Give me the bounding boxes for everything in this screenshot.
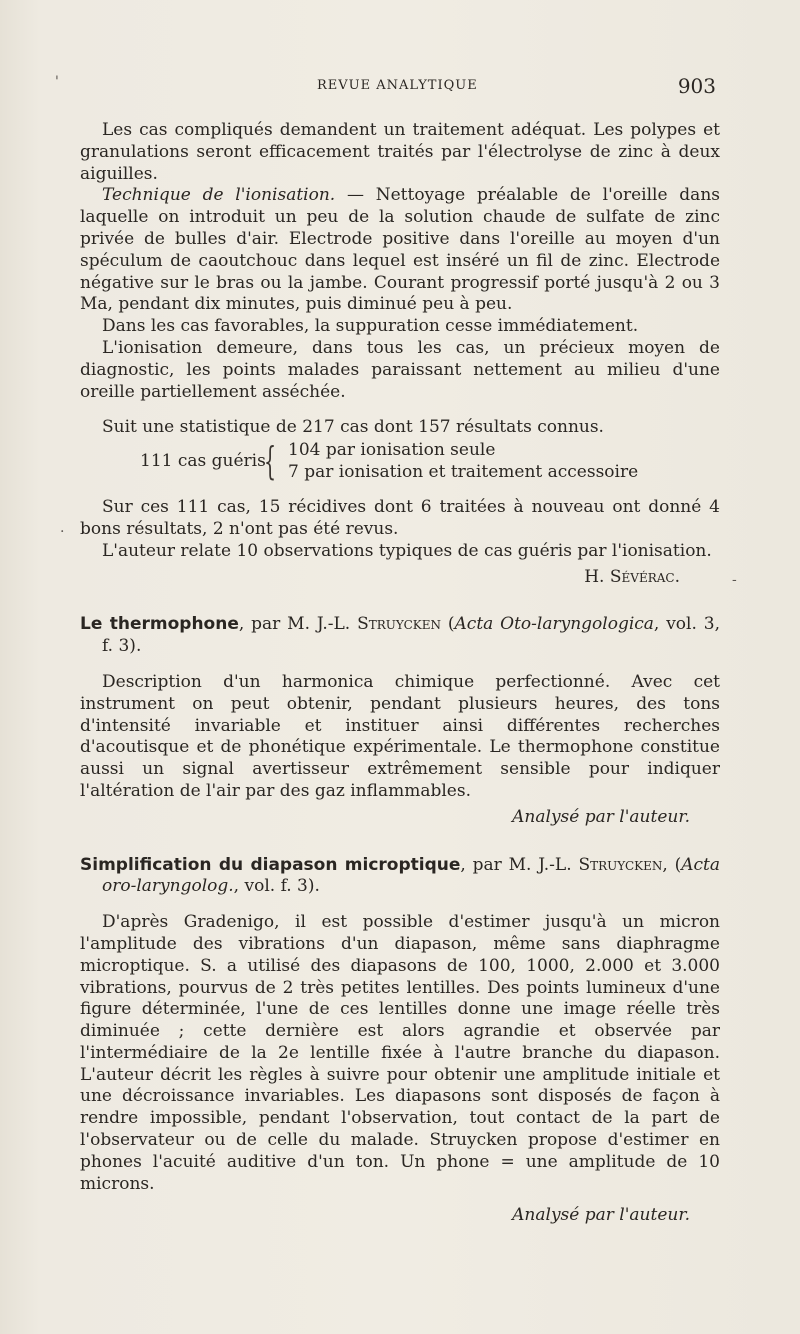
- recidives-paragraph: Sur ces 111 cas, 15 récidives dont 6 traitées à nouveau ont donné 4 bons résultats, 2 n'ont pas été revus.: [80, 497, 720, 539]
- spacer: [80, 658, 720, 672]
- statistic-intro: Suit une statistique de 217 cas dont 157 résultats connus.: [102, 417, 604, 438]
- article-title: Le thermophone: [80, 614, 239, 635]
- intro-paragraph: Les cas compliqués demandent un traitement adéquat. Les polypes et granulations seront efficacement traités par l'électrolyse de zinc à deux aiguilles.: [80, 120, 720, 184]
- technique-text: — Nettoyage préalable de l'oreille dans laquelle on introduit un peu de la solution chaude de sulfate de zinc privée de bulles d'air. Electrode positive dans l'oreille au moyen d'un spéculum de caoutchouc dans lequel est inséré un fil de zinc. Electrode négative sur le bras ou la jambe. Courant progressif porté jusqu'à 2 ou 3 Ma, pendant dix minutes, puis diminué peu à peu.: [80, 185, 720, 315]
- citation: , vol. 3, f. 3).: [102, 614, 720, 657]
- curly-brace-icon: {: [264, 439, 277, 484]
- article-title: Simplification du diapason microptique: [80, 854, 461, 875]
- diapason-body: D'après Gradenigo, il est possible d'estimer jusqu'à un micron l'amplitude des vibrations d'un diapason, même sans diaphragme microptique. S. a utilisé des diapasons de 100, 1000, 2.000 et 3.000 vibrations, pourvus de 2 très petites lentilles. Des points lumineux d'une figure déterminée, l'une de ces lentilles donne une image réelle très diminuée ; cette dernière est alors agrandie et observée par l'intermédiaire de la 2e lentille fixée à l'autre branche du diapason. L'auteur décrit les règles à suivre pour obtenir une amplitude initiale et une décroissance invariables. Les diapasons sont disposés de façon à rendre impossible, pendant l'observation, tout contact de la part de l'observateur ou de celle du malade. Struycken propose d'estimer en phones l'acuité auditive d'un ton. Un phone = une amplitude de 10 microns.: [80, 912, 720, 1194]
- spacer: [80, 487, 720, 497]
- thermophone-body: Description d'un harmonica chimique perfectionné. Avec cet instrument on peut obtenir, pendant plusieurs heures, des tons d'intensité invariable et instituer ainsi différentes recherches d'acoutisque et de phonétique expérimentale. Le thermophone constitue aussi un signal avertisseur extrêmement sensible pour indiquer l'altération de l'air par des gaz inflammables.: [80, 671, 720, 801]
- technique-paragraph: [80, 185, 720, 316]
- analyzed-by-author: Analysé par l'auteur.: [512, 806, 690, 827]
- spacer: [80, 588, 720, 614]
- author-name: Struycken: [578, 854, 663, 875]
- page-header: [80, 76, 720, 100]
- byline: , par M. J.-L.: [238, 614, 358, 635]
- analyzed-by-author: Analysé par l'auteur.: [512, 1205, 690, 1226]
- citation: , vol. f. 3).: [233, 876, 320, 897]
- spacer: [80, 829, 720, 855]
- observations-paragraph: L'auteur relate 10 observations typiques de cas guéris par l'ionisation.: [102, 540, 712, 561]
- page-content: [80, 120, 720, 1227]
- margin-dot-mark: .: [60, 520, 65, 536]
- cured-statistics: [140, 439, 720, 487]
- margin-dash-mark: -: [732, 572, 737, 588]
- journal-name: Acta Oto-laryngologica: [454, 614, 654, 635]
- cured-line-1: 104 par ionisation seule: [288, 440, 496, 461]
- signature: H. Sévérac.: [584, 566, 680, 587]
- page-number: 903: [677, 74, 716, 98]
- cured-label: 111 cas guéris: [140, 451, 266, 472]
- spacer: [80, 403, 720, 417]
- margin-tick-mark: ': [55, 74, 59, 90]
- cured-lines: [288, 439, 638, 483]
- technique-heading: Technique de l'ionisation.: [102, 185, 336, 206]
- ionisation-paragraph: L'ionisation demeure, dans tous les cas, un précieux moyen de diagnostic, les points malades paraissant nettement au milieu d'une oreille partiellement asséchée.: [80, 337, 720, 402]
- journal-name: Acta oro-laryngolog.: [102, 854, 720, 897]
- favorable-paragraph: Dans les cas favorables, la suppuration cesse immédiatement.: [102, 316, 639, 337]
- running-head: REVUE ANALYTIQUE: [317, 78, 478, 93]
- spacer: [80, 898, 720, 912]
- cured-line-2: 7 par ionisation et traitement accessoire: [288, 462, 639, 483]
- author-name: Struycken: [357, 614, 441, 635]
- byline: , par M. J.-L.: [460, 854, 579, 875]
- article-thermophone-heading: Le thermophone, par M. J.-L. Struycken (Acta Oto-laryngologica, vol. 3, f. 3).: [80, 614, 720, 657]
- article-diapason-heading: Simplification du diapason microptique, par M. J.-L. Struycken, (Acta oro-laryngolog., vol. f. 3).: [80, 854, 720, 897]
